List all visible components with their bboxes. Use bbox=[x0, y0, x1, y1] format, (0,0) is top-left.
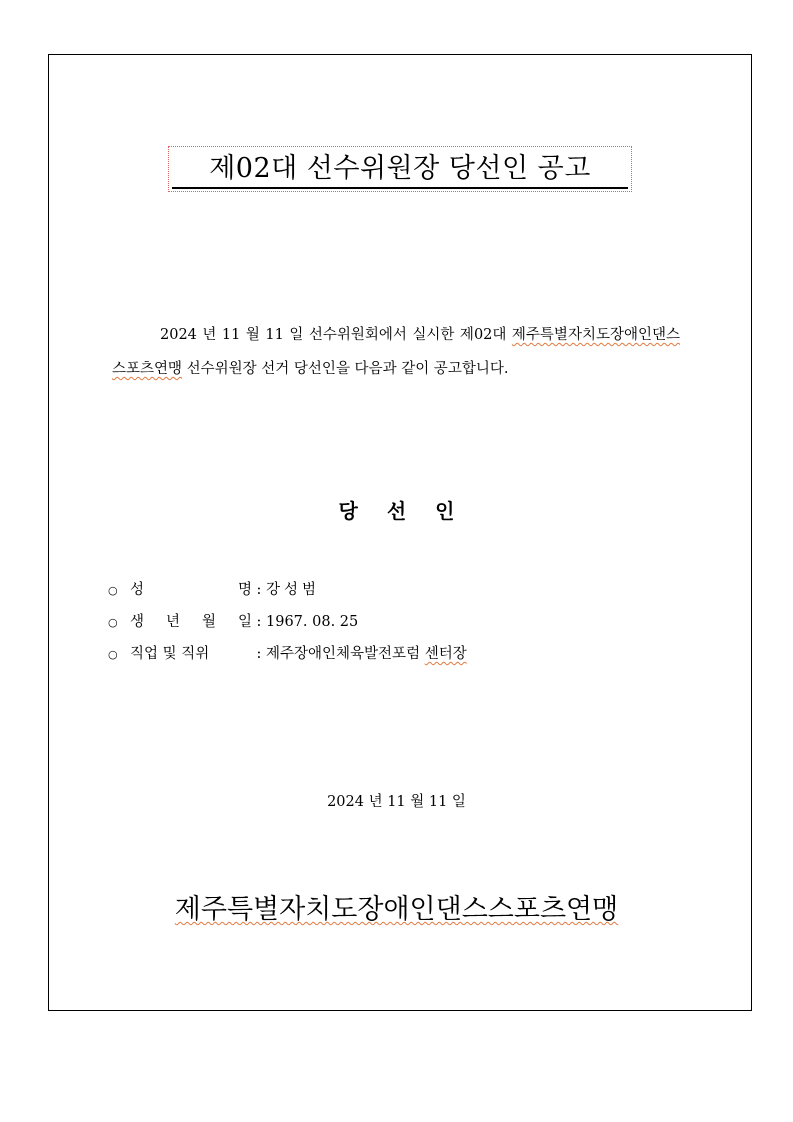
label-colon: : bbox=[256, 582, 262, 598]
label-char: 직업 및 직위 bbox=[130, 646, 210, 662]
paragraph-org-a: 제주특별 bbox=[511, 327, 568, 343]
value-occupation-text: 제주장애인체육발전포럼 bbox=[266, 646, 425, 662]
info-row-occupation bbox=[108, 642, 688, 674]
label-char: 명 bbox=[237, 582, 252, 598]
label-birthdate bbox=[130, 610, 252, 631]
value-occupation-marked: 센터장 bbox=[424, 646, 467, 662]
organization-name-text: 제주특별자치도장애인댄스스포츠연맹 bbox=[174, 894, 619, 925]
heading-char-3: 인 bbox=[435, 499, 455, 523]
label-colon: : bbox=[256, 614, 262, 630]
label-char: 생 bbox=[130, 614, 145, 630]
label-char: 년 bbox=[165, 614, 180, 630]
label-char: 성 bbox=[130, 582, 145, 598]
label-char: 일 bbox=[237, 614, 252, 630]
value-occupation bbox=[266, 642, 688, 663]
heading-char-1: 당 bbox=[338, 499, 358, 523]
bullet-icon: ○ bbox=[108, 648, 118, 661]
paragraph-org-b: 자치도장애인댄스스포츠연맹 bbox=[112, 327, 680, 377]
bullet-icon: ○ bbox=[108, 584, 118, 597]
label-char: 월 bbox=[201, 614, 216, 630]
bullet-icon: ○ bbox=[108, 616, 118, 629]
label-name bbox=[130, 578, 252, 599]
document-page-frame bbox=[48, 54, 752, 1011]
winner-heading bbox=[0, 496, 793, 526]
document-title: 제02대 선수위원장 당선인 공고 bbox=[172, 152, 628, 189]
heading-char-2: 선 bbox=[386, 499, 407, 523]
paragraph-text-2: 선수위원장 선거 당선인을 다음과 같이 공고합니다. bbox=[182, 361, 509, 377]
announcement-paragraph bbox=[112, 318, 680, 386]
value-name: 강성범 bbox=[266, 582, 321, 598]
paragraph-text-1: 2024 년 11 월 11 일 선수위원회에서 실시한 제02대 bbox=[160, 327, 512, 343]
info-row-birthdate bbox=[108, 610, 688, 642]
value-birthdate: 1967. 08. 25 bbox=[266, 614, 359, 630]
winner-info-list bbox=[108, 578, 688, 674]
info-row-name bbox=[108, 578, 688, 610]
organization-name bbox=[0, 890, 793, 930]
label-occupation bbox=[130, 642, 252, 663]
label-colon: : bbox=[256, 646, 262, 662]
announcement-date: 2024 년 11 월 11 일 bbox=[327, 794, 466, 810]
